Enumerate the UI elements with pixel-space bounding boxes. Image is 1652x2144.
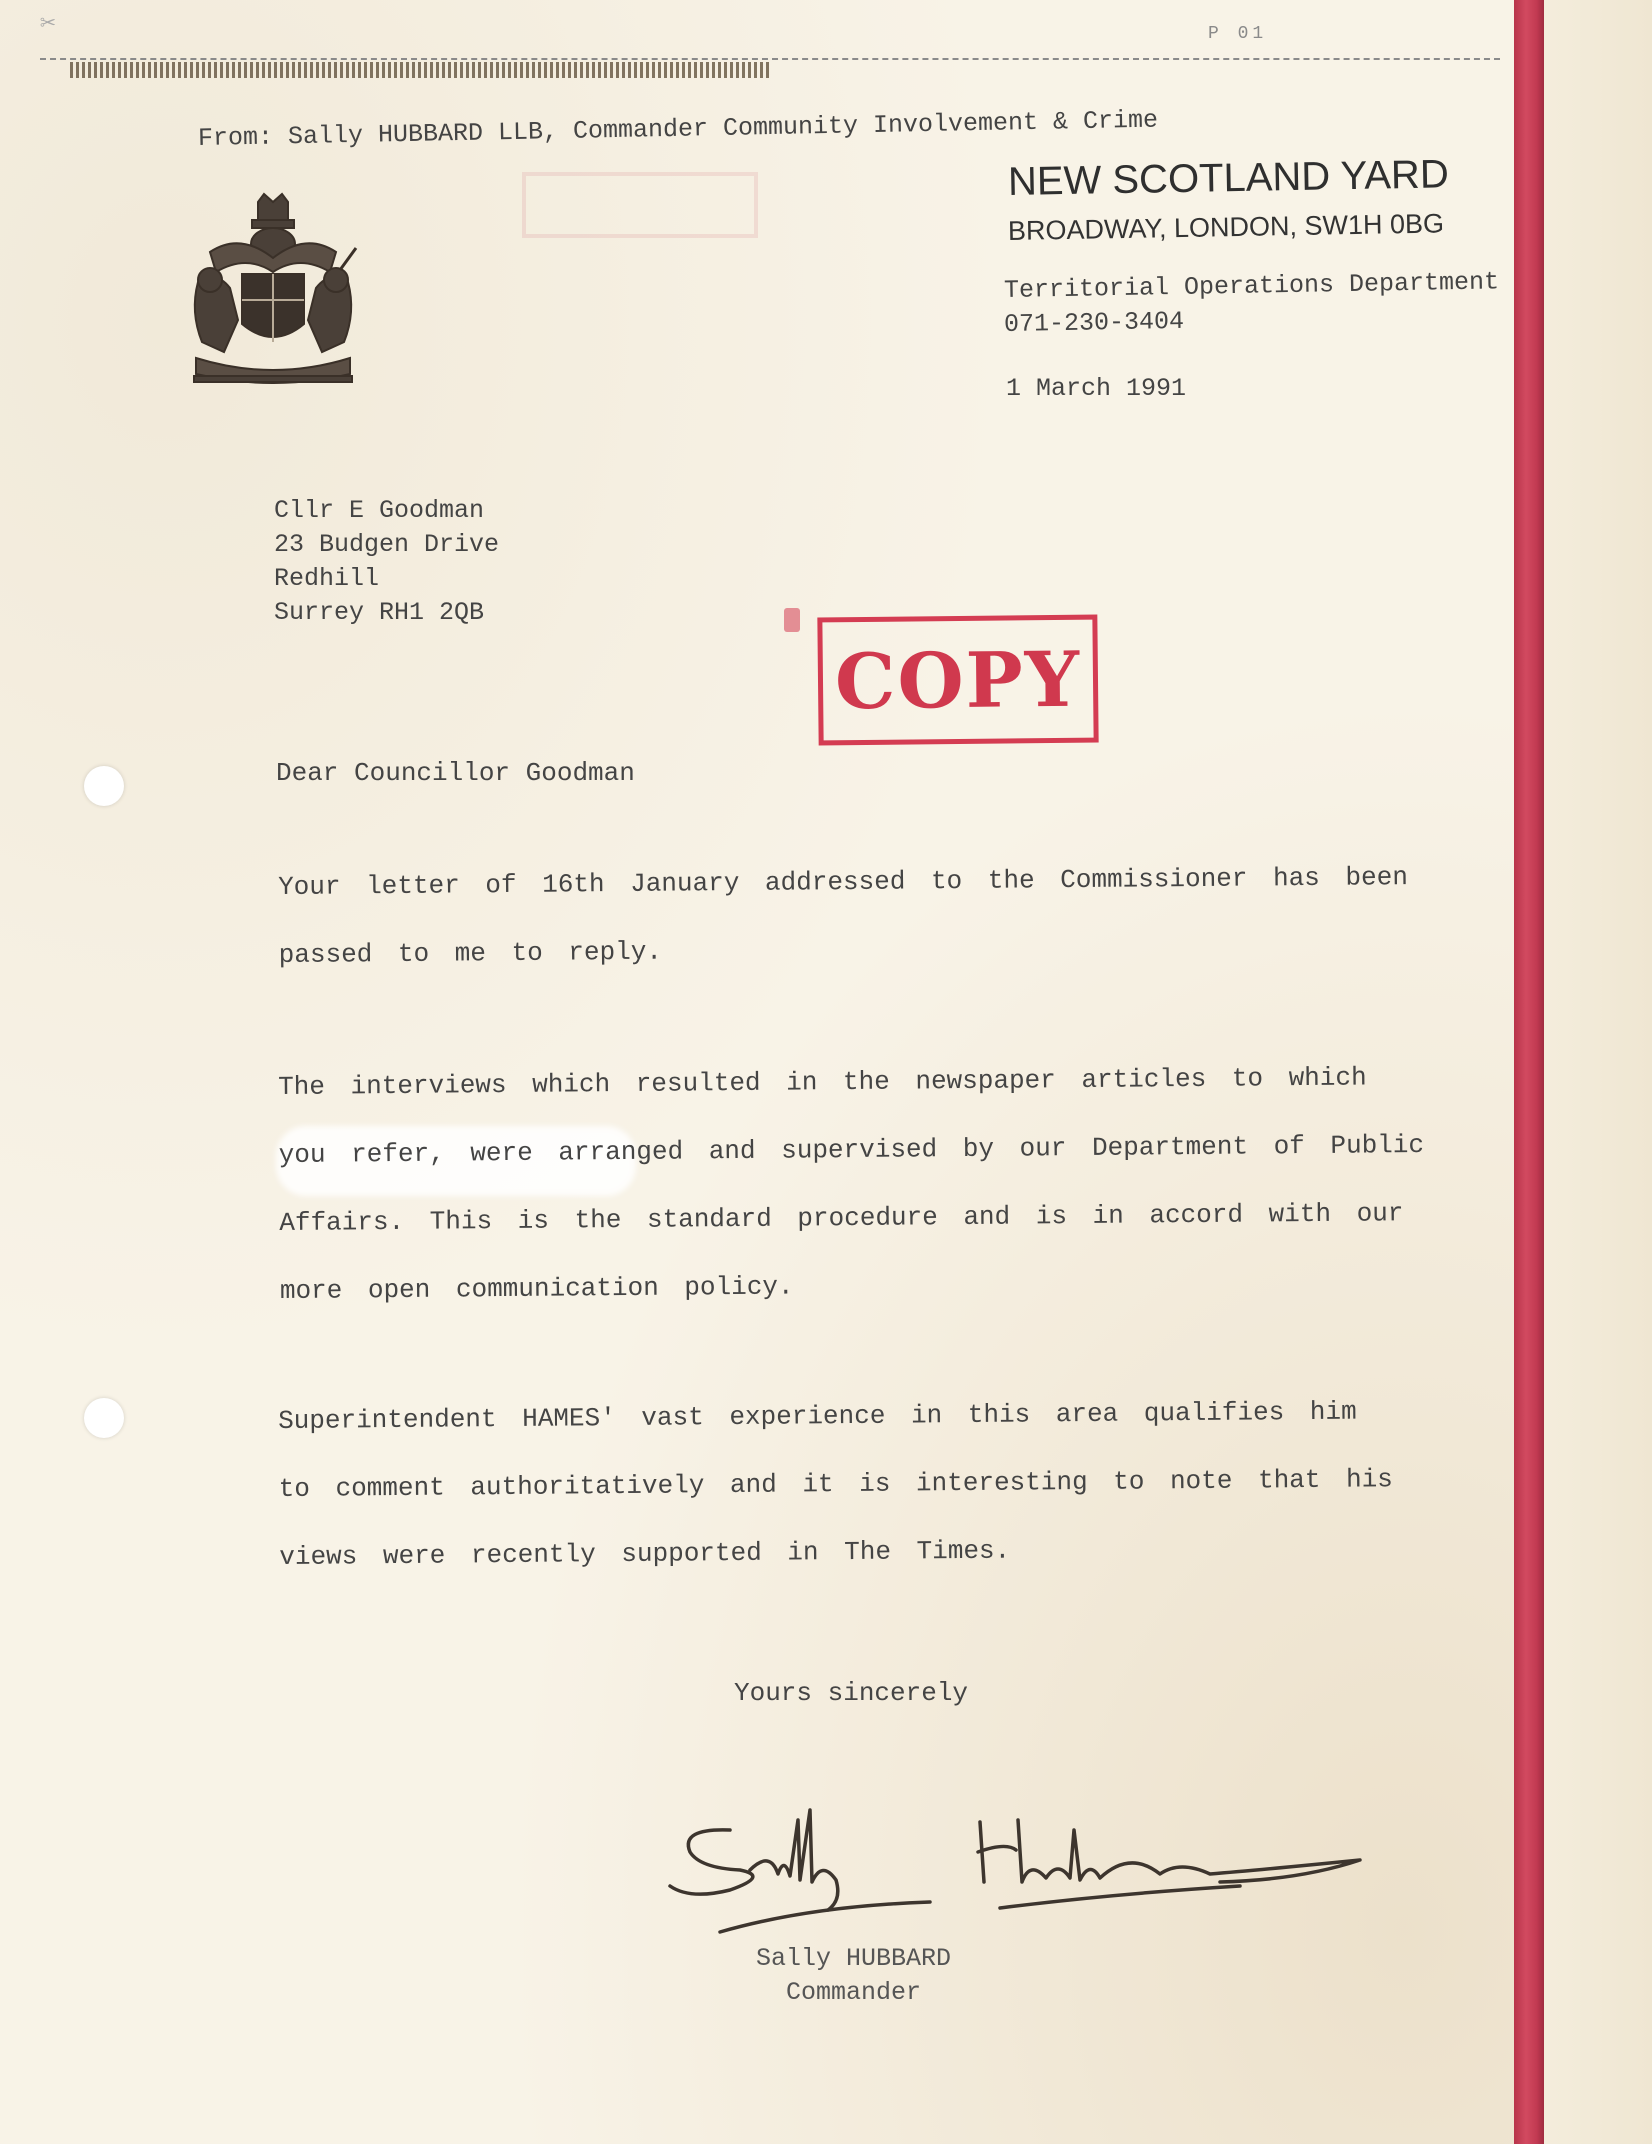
copy-stamp-text: COPY [834,634,1082,726]
paragraph-line: more open communication policy. [279,1271,794,1306]
paragraph-line: passed to me to reply. [278,936,663,970]
salutation: Dear Councillor Goodman [276,758,635,788]
copy-stamp [817,615,1098,746]
stamp-ink-speck [784,608,800,632]
body-paragraph [278,1062,1430,1344]
paragraph-line: Your letter of 16th January addressed to the Commissioner has been [278,862,1408,902]
fax-page-marker: P 01 [1208,24,1268,44]
recipient-line: 23 Budgen Drive [274,530,500,559]
paragraph-line: to comment authoritatively and it is interesting to note that his [278,1464,1393,1504]
recipient-address-block [274,494,499,630]
paragraph-line: The interviews which resulted in the newspaper articles to which [278,1062,1367,1102]
closing: Yours sincerely [734,1678,969,1708]
signatory-name: Sally HUBBARD [756,1944,952,1973]
body-paragraph [278,1396,1430,1610]
paragraph-line: you refer, were arranged and supervised by our Department of Public [278,1130,1425,1170]
fax-header-strip [40,58,1500,84]
recipient-line: Redhill [274,564,380,593]
from-line: From: Sally HUBBARD LLB, Commander Community Involvement & Crime [197,105,1159,153]
faint-stamp-bleed [520,170,760,254]
right-paper-edge [1544,0,1652,2144]
body-paragraph [278,862,1429,1008]
letter-date: 1 March 1991 [1006,374,1187,403]
royal-coat-of-arms-crest [180,192,366,384]
letterhead-phone: 071-230-3404 [1003,306,1185,339]
letterhead-address: BROADWAY, LONDON, SW1H 0BG [1007,208,1445,246]
fax-dashed-line [40,58,1500,60]
signatory-title: Commander [786,1978,922,2007]
letterhead-department: Territorial Operations Department [1003,267,1500,305]
red-margin-bar [1514,0,1544,2144]
recipient-line: Cllr E Goodman [274,496,485,525]
paragraph-line: views were recently supported in The Times. [279,1535,1011,1572]
paragraph-line: Superintendent HAMES' vast experience in this area qualifies him [278,1396,1357,1436]
punch-hole [84,1398,124,1438]
fax-transmission-marks [70,62,770,78]
handwritten-signature [660,1790,1380,1940]
paragraph-line: Affairs. This is the standard procedure and is in accord with our [279,1198,1404,1238]
punch-hole [84,766,124,806]
scissors-icon: ✂ [40,9,56,39]
letterhead-organization: NEW SCOTLAND YARD [1007,152,1450,204]
recipient-line: Surrey RH1 2QB [274,598,485,627]
